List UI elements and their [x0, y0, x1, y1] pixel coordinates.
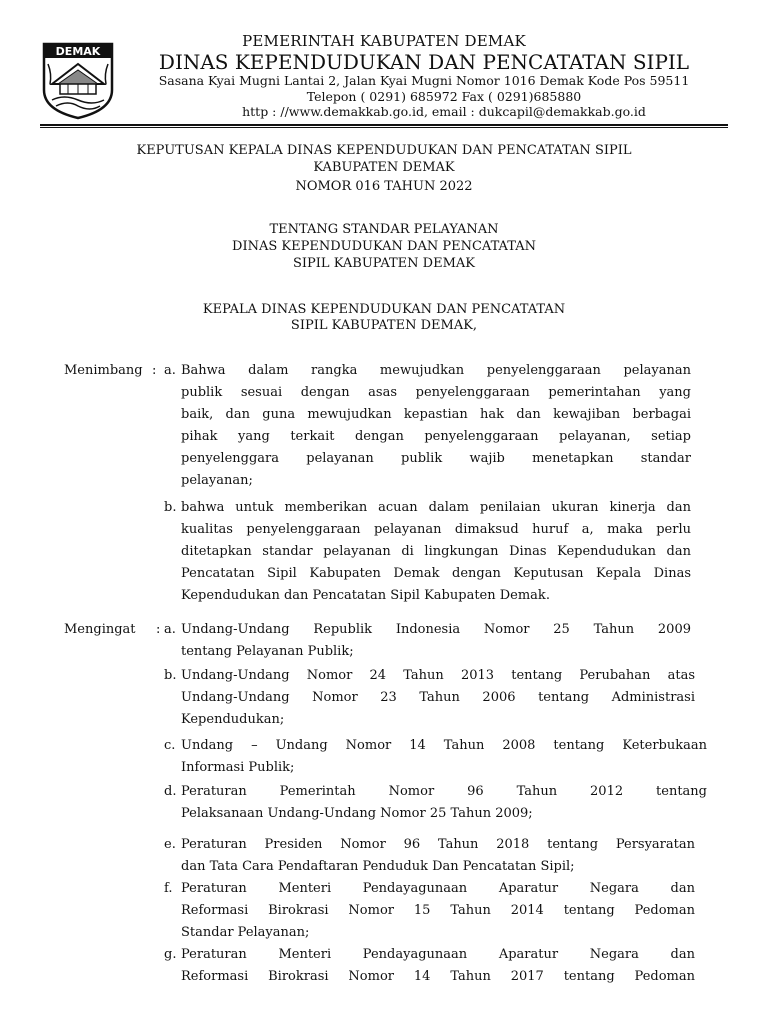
- mengingat-g-line-1: Peraturan Menteri Pendayagunaan Aparatur Negara dan: [181, 947, 695, 962]
- mengingat-d-line-2: Pelaksanaan Undang-Undang Nomor 25 Tahun 2009;: [181, 806, 533, 821]
- decree-issuer-line-2: SIPIL KABUPATEN DEMAK,: [290, 318, 478, 333]
- decree-about-line-2: DINAS KEPENDUDUKAN DAN PENCATATAN: [232, 239, 536, 254]
- agency-phone: Telepon ( 0291) 685972 Fax ( 0291)685880: [306, 89, 582, 104]
- menimbang-b-line-3: ditetapkan standar pelayanan di lingkungan Dinas Kependudukan dan: [181, 544, 691, 559]
- logo-text: DEMAK: [55, 45, 101, 58]
- menimbang-b-line-1: bahwa untuk memberikan acuan dalam penilaian ukuran kinerja dan: [181, 500, 691, 515]
- agency-address: Sasana Kyai Mugni Lantai 2, Jalan Kyai Mugni Nomor 1016 Demak Kode Pos 59511: [158, 73, 690, 88]
- mengingat-c-line-1: Undang – Undang Nomor 14 Tahun 2008 tentang Keterbukaan: [181, 738, 707, 753]
- mengingat-f-line-2: Reformasi Birokrasi Nomor 15 Tahun 2014 tentang Pedoman: [181, 903, 695, 918]
- mengingat-g-marker: g.: [164, 947, 177, 962]
- agency-name: DINAS KEPENDUDUKAN DAN PENCATATAN SIPIL: [158, 50, 690, 74]
- mengingat-e-line-2: dan Tata Cara Pendaftaran Penduduk Dan Pencatatan Sipil;: [181, 859, 575, 874]
- agency-web-email: http : //www.demakkab.go.id, email : dukcapil@demakkab.go.id: [242, 104, 646, 119]
- mengingat-label: Mengingat: [64, 622, 136, 637]
- menimbang-a-line-1: Bahwa dalam rangka mewujudkan penyelenggaraan pelayanan: [181, 363, 691, 378]
- mengingat-a-marker: a.: [164, 622, 176, 637]
- decree-title-line-1: KEPUTUSAN KEPALA DINAS KEPENDUDUKAN DAN PENCATATAN SIPIL: [136, 143, 632, 158]
- mengingat-b-line-2: Undang-Undang Nomor 23 Tahun 2006 tentang Administrasi: [181, 690, 695, 705]
- menimbang-a-line-6: pelayanan;: [181, 473, 253, 488]
- mengingat-colon: :: [156, 622, 161, 637]
- mengingat-c-marker: c.: [164, 738, 176, 753]
- menimbang-a-line-5: penyelenggara pelayanan publik wajib menetapkan standar: [181, 451, 691, 466]
- mengingat-d-line-1: Peraturan Pemerintah Nomor 96 Tahun 2012 tentang: [181, 784, 707, 799]
- mengingat-b-line-1: Undang-Undang Nomor 24 Tahun 2013 tentang Perubahan atas: [181, 668, 695, 683]
- mengingat-e-line-1: Peraturan Presiden Nomor 96 Tahun 2018 tentang Persyaratan: [181, 837, 695, 852]
- menimbang-label: Menimbang: [64, 363, 143, 378]
- menimbang-a-marker: a.: [164, 363, 176, 378]
- mengingat-g-line-2: Reformasi Birokrasi Nomor 14 Tahun 2017 tentang Pedoman: [181, 969, 695, 984]
- mengingat-b-marker: b.: [164, 668, 177, 683]
- menimbang-a-line-4: pihak yang terkait dengan penyelenggaraan pelayanan, setiap: [181, 429, 691, 444]
- menimbang-b-line-4: Pencatatan Sipil Kabupaten Demak dengan Keputusan Kepala Dinas: [181, 566, 691, 581]
- decree-about-line-1: TENTANG STANDAR PELAYANAN: [269, 222, 499, 237]
- mengingat-a-line-2: tentang Pelayanan Publik;: [181, 644, 354, 659]
- menimbang-b-line-2: kualitas penyelenggaraan pelayanan dimaksud huruf a, maka perlu: [181, 522, 691, 537]
- mengingat-e-marker: e.: [164, 837, 176, 852]
- mengingat-f-line-1: Peraturan Menteri Pendayagunaan Aparatur Negara dan: [181, 881, 695, 896]
- menimbang-colon: :: [152, 363, 157, 378]
- government-name: PEMERINTAH KABUPATEN DEMAK: [242, 32, 526, 50]
- mengingat-c-line-2: Informasi Publik;: [181, 760, 295, 775]
- mengingat-f-line-3: Standar Pelayanan;: [181, 925, 310, 940]
- mengingat-d-marker: d.: [164, 784, 177, 799]
- mengingat-a-line-1: Undang-Undang Republik Indonesia Nomor 25 Tahun 2009: [181, 622, 691, 637]
- mengingat-b-line-3: Kependudukan;: [181, 712, 285, 727]
- menimbang-b-marker: b.: [164, 500, 177, 515]
- menimbang-b-line-5: Kependudukan dan Pencatatan Sipil Kabupaten Demak.: [181, 588, 550, 603]
- mengingat-f-marker: f.: [164, 881, 173, 896]
- decree-about-line-3: SIPIL KABUPATEN DEMAK: [293, 256, 475, 271]
- letterhead-rule: [40, 124, 728, 126]
- menimbang-a-line-2: publik sesuai dengan asas penyelenggaraan pemerintahan yang: [181, 385, 691, 400]
- decree-title-line-2: KABUPATEN DEMAK: [313, 160, 455, 175]
- letterhead-rule-thin: [40, 127, 728, 128]
- decree-issuer-line-1: KEPALA DINAS KEPENDUDUKAN DAN PENCATATAN: [202, 302, 566, 317]
- menimbang-a-line-3: baik, dan guna mewujudkan kepastian hak dan kewajiban berbagai: [181, 407, 691, 422]
- decree-number: NOMOR 016 TAHUN 2022: [295, 179, 473, 194]
